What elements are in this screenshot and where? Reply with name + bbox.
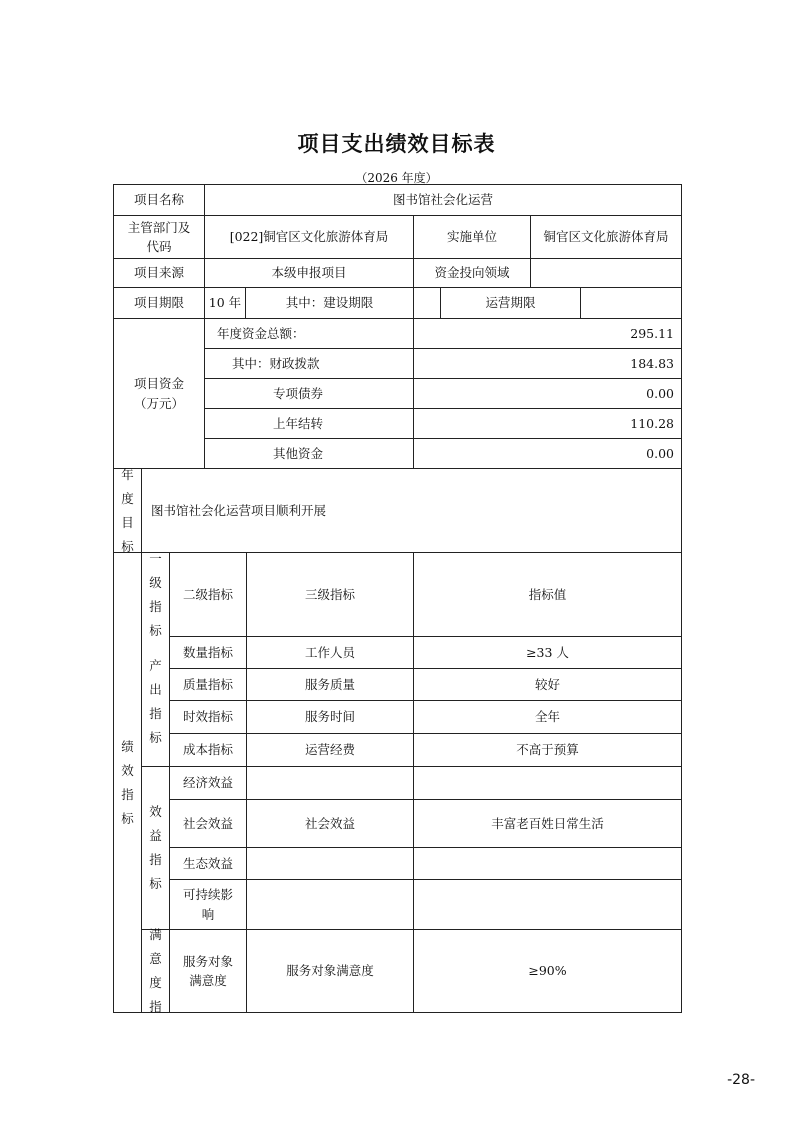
benefit-l3-economic [247,767,413,799]
fund-label-carryover: 上年结转 [272,415,323,431]
perf-label: 绩 效 指 标 [121,738,134,826]
satisfaction-label: 满 意 度 指 [149,927,162,1014]
output-l3-time: 服务时间 [304,709,355,725]
benefit-l2-eco: 生态效益 [182,855,233,871]
annual-goal-value: 图书馆社会化运营项目顺利开展 [151,502,327,518]
fund-value-bond: 0.00 [646,385,674,401]
header-value: 指标值 [528,586,567,602]
fund-label-total: 年度资金总额： [217,325,305,341]
output-val-quantity: ≥33 人 [526,644,569,660]
period-label: 项目期限 [133,295,184,311]
fund-value-carryover: 110.28 [630,415,674,431]
output-l3-quantity: 工作人员 [304,644,355,660]
fund-label-fiscal: 其中：财政拨款 [232,355,320,371]
benefit-l3-eco [247,848,413,879]
benefit-val-sustain [414,880,681,929]
fund-label-bond: 专项债券 [272,385,323,401]
satisfaction-l2: 服务对象满意度 [182,953,233,988]
page-number: -28- [727,1072,755,1088]
output-l3-quality: 服务质量 [304,676,355,692]
fund-value-other: 0.00 [646,445,674,461]
benefit-l3-sustain [247,880,413,929]
invest-field-label: 资金投向领域 [434,265,510,281]
page-title: 项目支出绩效目标表 [297,131,496,156]
output-l2-time: 时效指标 [182,709,233,725]
output-l2-quantity: 数量指标 [182,644,233,660]
satisfaction-val: ≥90% [528,963,567,979]
fiscal-year: （2026 年度） [355,171,438,185]
funds-label: 项目资金（万元） [133,376,184,411]
benefit-l2-social: 社会效益 [182,815,233,831]
dept-label: 主管部门及代码 [127,219,191,254]
benefit-l2-economic: 经济效益 [182,775,233,791]
project-name-label: 项目名称 [133,192,184,208]
source-label: 项目来源 [133,265,184,281]
benefit-label: 效 益 指 标 [149,804,162,891]
header-level2: 二级指标 [182,586,233,602]
impl-unit-value: 铜官区文化旅游体育局 [543,229,669,245]
fund-label-other: 其他资金 [272,445,323,461]
header-level3: 三级指标 [304,586,355,602]
annual-goal-label: 年 度 目 标 [121,466,134,554]
op-period-value [581,288,681,318]
output-val-cost: 不高于预算 [516,742,579,758]
header-level1: 一 级 指 标 [149,550,162,638]
build-period-value [414,288,440,318]
benefit-val-eco [414,848,681,879]
benefit-l3-social: 社会效益 [304,815,355,831]
period-years: 10 年 [208,295,242,311]
source-value: 本级申报项目 [271,265,347,281]
invest-field-value [531,259,681,287]
output-val-time: 全年 [534,709,560,725]
build-period-label: 其中：建设期限 [285,295,374,311]
output-l2-quality: 质量指标 [182,676,233,692]
satisfaction-l3: 服务对象满意度 [286,963,374,979]
output-val-quality: 较好 [534,676,560,692]
output-label: 产 出 指 标 [149,657,162,745]
project-name-value: 图书馆社会化运营 [392,192,493,208]
benefit-l2-sustain: 可持续影响 [182,887,233,922]
op-period-label: 运营期限 [485,295,536,311]
benefit-val-social: 丰富老百姓日常生活 [491,815,604,831]
dept-value: [022]铜官区文化旅游体育局 [229,229,389,245]
impl-unit-label: 实施单位 [446,229,497,245]
fund-value-total: 295.11 [630,325,674,341]
output-l2-cost: 成本指标 [182,742,233,758]
fund-value-fiscal: 184.83 [630,355,674,371]
output-l3-cost: 运营经费 [304,742,355,758]
benefit-val-economic [414,767,681,799]
